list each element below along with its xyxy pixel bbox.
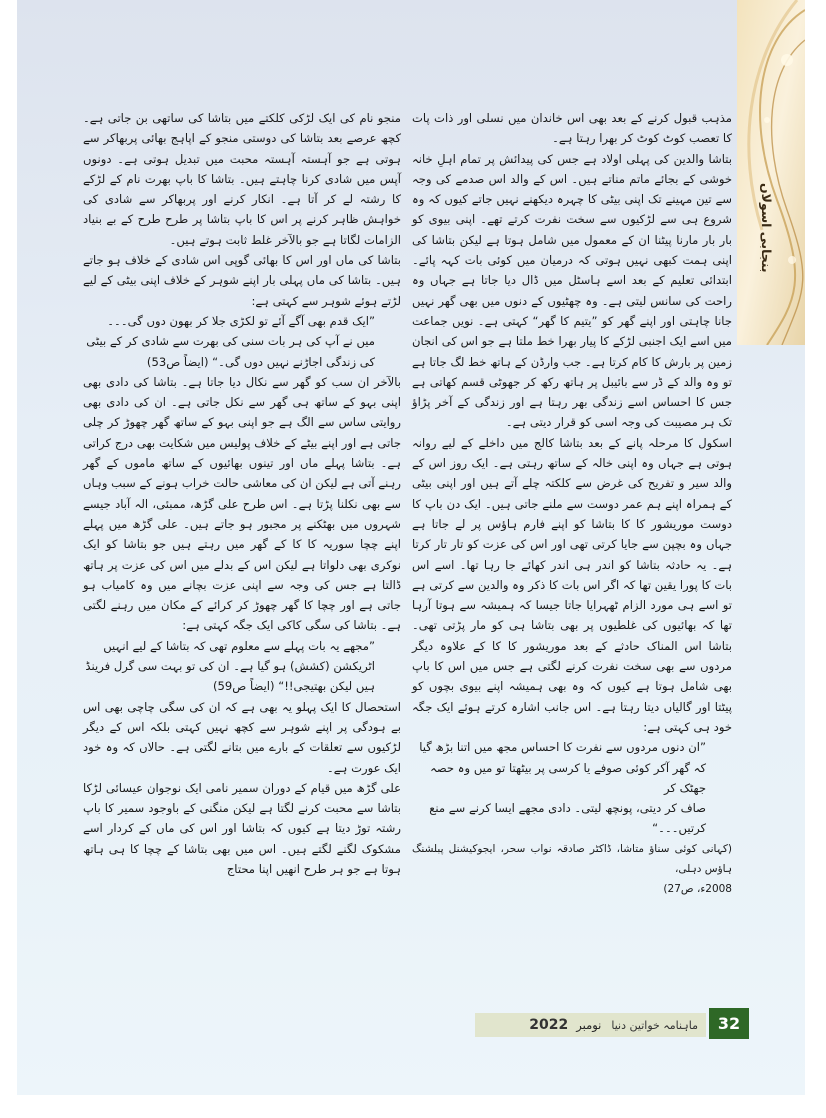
paragraph: منجو نام کی ایک لڑکی کلکتے میں بتاشا کی ساتھی بن جاتی ہے۔ کچھ عرصے بعد بتاشا کی دوستی منجو کے اپاہج بھائی پربھاکر سے ہوتی ہے جو آہستہ آہستہ محبت میں تبدیل ہوتی ہے۔ دونوں آپس میں شادی کرنا چاہتے ہیں۔ بتاشا کا باپ بھرت نام کے لڑکے کا رشتہ لے کر آتا ہے۔ انکار کرنے اور پربھاکر سے شادی کی خواہش ظاہر کرنے پر اس کا باپ بتاشا پر طرح طرح کے بے بنیاد الزامات لگاتا ہے جو بالآخر غلط ثابت ہوتے ہیں۔ (83, 111, 401, 247)
quote-line: ”ایک قدم بھی آگے آئے تو لکڑی جلا کر بھون دوں گی۔۔۔ (107, 313, 375, 328)
quote-line: اٹریکشن (کشش) ہو گیا ہے۔ ان کی تو بہت سی گرل فرینڈ (85, 659, 375, 674)
quote-line: ”ان دنوں مردوں سے نفرت کا احساس مجھ میں اتنا بڑھ گیا (419, 740, 706, 755)
reference-line: (کہانی کوئی سناؤ متاشا، ڈاکٹر صادقہ نواب سحر، ایجوکیشنل پبلشنگ ہاؤس دہلی، (412, 842, 732, 875)
quote-line: کی زندگی اجاڑنے نہیں دوں گی۔“ (ایضاً ص53) (146, 354, 375, 369)
quote-line: میں نے آپ کی ہر بات سنی کی بھرت سے شادی کر کے بیٹی (86, 334, 375, 349)
column-left (83, 108, 401, 879)
paragraph: استحصال کا ایک پہلو یہ بھی ہے کہ ان کی سگی چاچی بھی اس بے ہودگی پر اپنے شوہر سے کچھ نہیں کہتی بلکہ اس کے دیگر لڑکیوں سے تعلقات کے بارے میں بتانے لگتی ہے۔ حالاں کہ وہ خود ایک عورت ہے۔ (83, 699, 401, 775)
page-number: 32 (709, 1008, 749, 1039)
magazine-page (17, 0, 805, 1095)
paragraph: بتاشا والدین کی پہلی اولاد ہے جس کی پیدائش پر تمام اہلِ خانہ خوشی کے بجائے ماتم مناتے ہیں۔ اس کے والد اس صدمے کی وجہ سے تین مہینے تک اپنی بیٹی کا چہرہ دیکھنے نہیں جاتے کیوں کہ وہ شروع ہی سے لڑکیوں سے سخت نفرت کرتے تھے۔ اپنی بیوی کو بار بار مارنا پیٹنا ان کے معمول میں شامل ہوتا ہے لیکن بتاشا کی اپنی ہمت کبھی نہیں ہوتی کہ درمیان میں کوئی بات کہہ پائے۔ ابتدائی تعلیم کے بعد اسے ہاسٹل میں ڈال دیا جاتا ہے جہاں وہ راحت کی سانس لیتی ہے۔ وہ چھٹیوں کے دنوں میں بھی گھر نہیں جانا چاہتی اور اپنے گھر کو ”یتیم کا گھر“ کہتی ہے۔ نویں جماعت میں اسے ایک اجنبی لڑکے کا پیار بھرا خط ملتا ہے جو اس کی انجان زمین پر بارش کا کام کرتا ہے۔ جب وارڈن کے ہاتھ خط لگ جاتا ہے تو وہ والد کے ڈر سے بائیبل پر ہاتھ رکھ کر جھوٹی قسم کھاتی ہے جس کا احساس اسے زندگی بھر رہتا ہے اور زندگی کے آخر پڑاؤ تک ہر مصیبت کی وجہ اسی کو قرار دیتی ہے۔ (412, 151, 732, 430)
quote-line: کہ گھر آکر کوئی صوفے یا کرسی پر بیٹھتا تو میں وہ حصہ جھٹک کر (430, 760, 706, 795)
paragraph: بالآخر ان سب کو گھر سے نکال دیا جاتا ہے۔ بتاشا کی دادی بھی اپنی بہو کے ساتھ ہی گھر سے نکل جاتی ہے۔ ان کی دادی بھی روایتی ساس سے الگ ہے جو اپنی بہو کے ساتھ گھر چھوڑ کر چلی جاتی ہے اور اپنے بیٹے کے خلاف پولیس میں شکایت بھی درج کراتی ہے۔ بتاشا پہلے ماں اور تینوں بھائیوں کے ساتھ ماموں کے گھر رہنے آتی ہے لیکن ان کی معاشی حالت خراب ہونے کے سبب وہاں سے بھی نکلنا پڑتا ہے۔ اس طرح علی گڑھ، ممبئی، الہ آباد جیسے شہروں میں بھٹکنے پر مجبور ہو جاتے ہیں۔ علی گڑھ میں پہلے اپنے چچا سوریہ کا کا کے گھر میں رہتے ہیں جو بتاشا کو ایک نوکری بھی دلواتا ہے لیکن اس کے بدلے میں اس کی عزت پر ہاتھ ڈالتا ہے جس کی وجہ سے اپنی عزت بچانے میں وہ کامیاب ہو جاتی ہے اور چچا کا گھر چھوڑ کر کرائے کے مکان میں رہنے لگتی ہے۔ بتاشا کی سگی کاکی ایک جگہ کہتی ہے: (83, 374, 401, 633)
paragraph: مذہب قبول کرنے کے بعد بھی اس خاندان میں نسلی اور ذات پات کا تعصب کوٹ کوٹ کر بھرا رہتا ہے۔ (412, 111, 732, 146)
quote-line: ”مجھے یہ بات پہلے سے معلوم تھی کہ بتاشا کے لیے انہیں (103, 638, 375, 653)
quote-line: صاف کر دیتی، پونچھ لیتی۔ دادی مجھے ایسا کرنے سے منع (429, 801, 706, 816)
paragraph: اسکول کا مرحلہ پانے کے بعد بتاشا کالج میں داخلے کے لیے روانہ ہوتی ہے جہاں وہ اپنی خالہ کے ساتھ رہتی ہے۔ ایک روز اس کے والد سیر و تفریح کی غرض سے کلکتہ چلے آتے ہیں اور اپنی بیٹی کے ہمراہ اپنے ہم عمر دوست سے ملنے جاتی ہیں۔ ایک دن باپ کا دوست موریشور کا کا بتاشا کو اپنے فارم ہاؤس پر لے جاتا ہے جہاں وہ بچپن سے جایا کرتی تھی اور اس کی عزت کو تار تار کرتا ہے۔ یہ حادثہ بتاشا کو اندر ہی اندر کھائے جا رہا تھا۔ اسے اس بات کا پورا یقین تھا کہ اگر اس بات کا ذکر وہ والدین سے کرتی ہے تو اسے ہی مورد الزام ٹھہرایا جاتا جیسا کہ ہمیشہ سے ہوتا آرہا تھا کہ بھائیوں کی غلطیوں پر بھی بتاشا ہی کو مار پڑتی تھی۔ بتاشا اس المناک حادثے کے بعد موریشور کا کا کے علاوہ دیگر مردوں سے بھی سخت نفرت کرنے لگتی ہے جس میں اس کا باپ بھی شامل ہوتا ہے کیوں کہ وہ بھی ہمیشہ اپنے بیوی بچوں کو پیٹتا اور گالیاں دیتا رہتا ہے۔ اس جانب اشارہ کرتے ہوئے ایک جگہ خود ہی کہتی ہے: (412, 435, 732, 734)
decorative-gold-swirl (737, 0, 805, 345)
issue-year: 2022 (529, 1017, 569, 1033)
paragraph: علی گڑھ میں قیام کے دوران سمیر نامی ایک نوجوان عیسائی لڑکا بتاشا سے محبت کرنے لگتا ہے لیکن منگنی کے باوجود سمیر کا باپ رشتہ توڑ دیتا ہے کیوں کہ بتاشا اور اس کی ماں کے کردار اسے مشکوک لگنے لگتے ہیں۔ اس میں بھی بتاشا کے چچا کا ہی ہاتھ ہوتا ہے جو ہر طرح انھیں اپنا محتاج (83, 780, 401, 876)
column-right (412, 108, 732, 900)
reference-line: 2008ء، ص27) (663, 883, 732, 896)
magazine-name: ماہنامہ خواتین دنیا (611, 1018, 698, 1032)
issue-month: نومبر (576, 1018, 602, 1032)
section-title: بنجابی اسولاں (759, 182, 774, 273)
paragraph: بتاشا کی ماں اور اس کا بھائی گوپی اس شادی کے خلاف ہو جاتے ہیں۔ بتاشا کی ماں پہلی بار اپنے شوہر کے خلاف اپنی بیٹی کے لیے لڑتے ہوئے شوہر سے کہتی ہے: (83, 253, 401, 308)
footer-band (475, 1013, 706, 1037)
quote-line: کرتیں۔۔۔“ (652, 821, 706, 836)
quote-line: ہیں لیکن بھتیجی!!“ (ایضاً ص59) (212, 679, 375, 694)
